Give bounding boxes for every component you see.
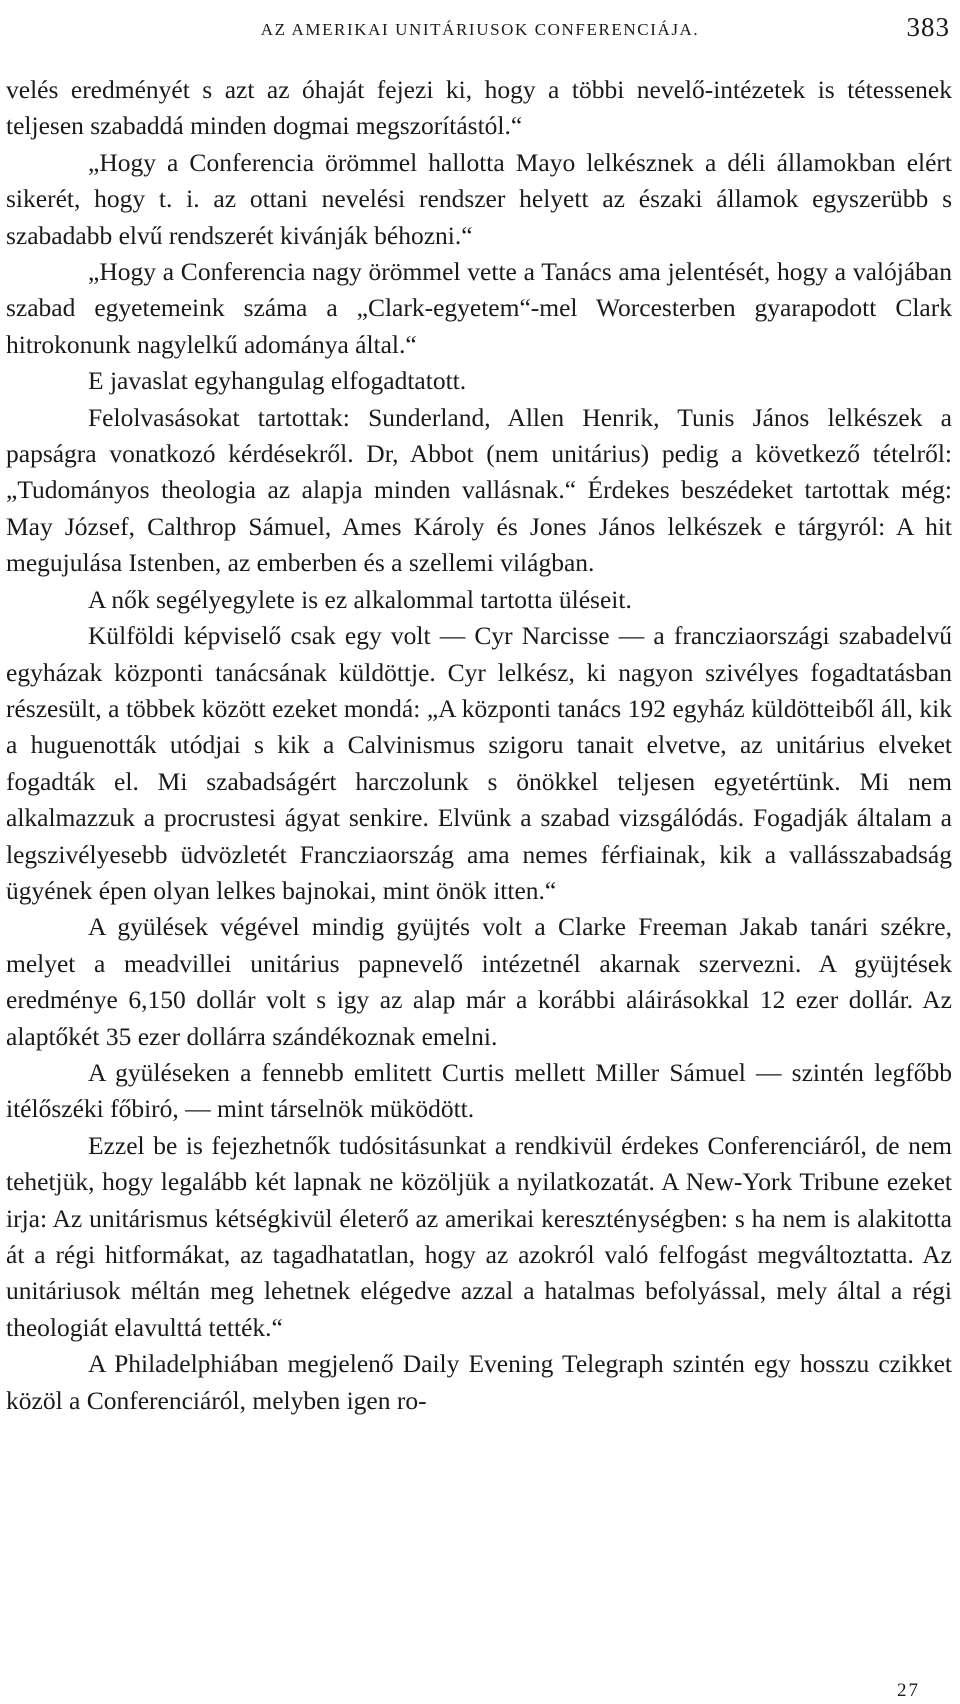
paragraph-foreign-delegate: Külföldi képviselő csak egy volt — Cyr Narcisse — a francziaországi szabadelvű egyházak központi tanácsának küldöttje. Cyr lelkész, ki nagyon szivélyes fogadtatásban részesült, a többek között ezeket mondá: „A központi tanács 192 egyház küldötteiből áll, kik a huguenották utódjai s kik a Calvinismus szigoru tanait elvetve, az unitárius elveket fogadták el. Mi szabadságért harczolunk s önökkel teljesen egyetértünk. Mi nem alkalmazzuk a procrustesi ágyat senkire. Elvünk a szabad vizsgálódás. Fogadják általam a legszivélyesebb üdvözletét Francziaország ama nemes férfiainak, kik a vallásszabadság ügyének épen olyan lelkes bajnokai, mint önök itten.“ bbox=[6, 621, 952, 905]
paragraph-resolution-mayo: „Hogy a Conferencia örömmel hallotta Mayo lelkésznek a déli államokban elért sikerét, hogy t. i. az ottani nevelési rendszer helyett az északi államok egyszerübb s szabadabb elvű rendszerét kivánják béhozni.“ bbox=[6, 147, 952, 250]
paragraph-womens-society: A nők segélyegylete is ez alkalommal tartotta üléseit. bbox=[88, 584, 632, 614]
paragraph-press-telegraph: A Philadelphiában megjelenő Daily Evening Telegraph szintén egy hosszu czikket közöl a Conferenciáról, melyben igen ro- bbox=[6, 1349, 952, 1415]
paragraph-press-tribune: Ezzel be is fejezhetnők tudósitásunkat a rendkivül érdekes Conferenciáról, de nem tehetjük, hogy legalább két lapnak ne közöljük a nyilatkozatát. A New-York Tribune ezeket irja: Az unitárismus kétségkivül életerő az amerikai kereszténységben: s ha nem is alakitotta át a régi hitformákat, az tagadhatatlan, hogy az azokról való felfogást megváltoztatta. Az unitáriusok méltán meg lehetnek elégedve azzal a hatalmas befolyással, mely által a régi theologiát elavulttá tették.“ bbox=[6, 1130, 952, 1342]
body-text bbox=[6, 72, 952, 1419]
paragraph-resolution-clark: „Hogy a Conferencia nagy örömmel vette a Tanács ama jelentését, hogy a valójában szabad egyetemeink száma a „Clark-egyetem“-mel Worcesterben gyarapodott Clark hitrokonunk nagylelkű adománya által.“ bbox=[6, 257, 952, 359]
paragraph-adoption: E javaslat egyhangulag elfogadtatott. bbox=[88, 366, 467, 396]
running-header bbox=[0, 10, 960, 50]
printer-signature-mark: 27 bbox=[897, 1680, 920, 1701]
paragraph-collection: A gyülések végével mindig gyüjtés volt a Clarke Freeman Jakab tanári székre, melyet a meadvillei unitárius papnevelő intézetnél akarnak szervezni. A gyüjtések eredménye 6,150 dollár volt s igy az alap már a korábbi aláirásokkal 12 ezer dollár. Az alaptőkét 35 ezer dollárra szándékoznak emelni. bbox=[6, 912, 952, 1051]
paragraph-vice-president: A gyüléseken a fennebb emlitett Curtis mellett Miller Sámuel — szintén legfőbb itélőszéki főbiró, — mint társelnök müködött. bbox=[6, 1057, 952, 1124]
paragraph-continuation: velés eredményét s azt az óhaját fejezi ki, hogy a többi nevelő-intézetek is tétessenek teljesen szabaddá minden dogmai megszorítástól.“ bbox=[6, 75, 952, 141]
running-title: AZ AMERIKAI UNITÁRIUSOK CONFERENCIÁJA. bbox=[260, 20, 700, 39]
page-number: 383 bbox=[906, 12, 950, 42]
paragraph-lectures: Felolvasásokat tartottak: Sunderland, Allen Henrik, Tunis János lelkészek a papságra vonatkozó kérdésekről. Dr, Abbot (nem unitárius) pedig a következő tételről: „Tudományos theologia az alapja minden vallásnak.“ Érdekes beszédeket tartottak még: May József, Calthrop Sámuel, Ames Károly és Jones János lelkészek e tárgyról: A hit megujulása Istenben, az emberben és a szellemi világban. bbox=[6, 402, 952, 578]
